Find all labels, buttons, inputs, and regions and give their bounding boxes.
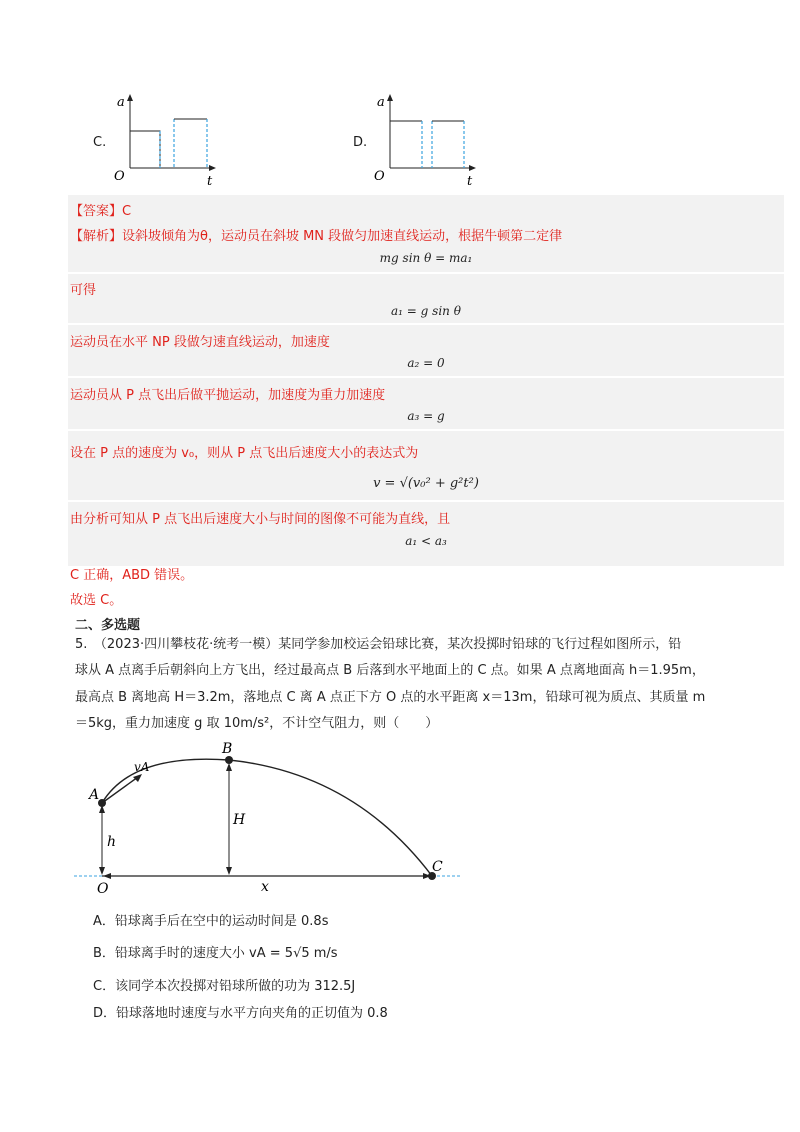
graph-d-origin: O xyxy=(374,169,385,184)
formula-6: a₁ < a₃ xyxy=(405,534,447,548)
label-a: A xyxy=(89,787,100,803)
question-line-4: ＝5kg，重力加速度 g 取 10m/s²，不计空气阻力，则（ ） xyxy=(75,716,439,731)
label-h-small: h xyxy=(107,834,117,850)
analysis-line-5: 设在 P 点的速度为 v₀，则从 P 点飞出后速度大小的表达式为 xyxy=(70,446,419,461)
answer-text: 【答案】C xyxy=(70,204,132,219)
answer-band xyxy=(68,195,784,223)
graph-c-axis-x: t xyxy=(207,174,213,189)
divider xyxy=(68,272,784,274)
divider xyxy=(68,500,784,502)
graph-d-axis-x: t xyxy=(467,174,473,189)
graph-c-svg xyxy=(90,90,220,190)
option-b: B．铅球离手时的速度大小 vA = 5√5 m/s xyxy=(93,946,338,961)
question-line-1: 5. （2023·四川攀枝花·统考一模）某同学参加校运会铅球比赛，某次投掷时铅球的飞行过程如图所示，铅 xyxy=(75,637,682,652)
analysis-line-3: 运动员在水平 NP 段做匀速直线运动，加速度 xyxy=(70,335,330,350)
question-line-3: 最高点 B 离地高 H＝3.2m，落地点 C 离 A 点正下方 O 点的水平距离 x＝13m，铅球可视为质点、其质量 m xyxy=(75,690,706,705)
analysis-line-7: C 正确，ABD 错误。 xyxy=(70,568,194,583)
trajectory-figure xyxy=(72,735,472,900)
label-x: x xyxy=(261,879,269,895)
formula-5: v = √(v₀² + g²t²) xyxy=(373,476,479,491)
analysis-line-6: 由分析可知从 P 点飞出后速度大小与时间的图像不可能为直线，且 xyxy=(70,512,451,527)
graph-c-axis-y: a xyxy=(117,95,125,110)
graph-option-c xyxy=(90,90,220,190)
graph-d-axis-y: a xyxy=(377,95,385,110)
option-c: C．该同学本次投掷对铅球所做的功为 312.5J xyxy=(93,979,356,994)
graph-d-svg xyxy=(350,90,480,190)
analysis-line-1: 【解析】设斜坡倾角为θ，运动员在斜坡 MN 段做匀加速直线运动，根据牛顿第二定律 xyxy=(70,229,563,244)
divider xyxy=(68,376,784,378)
formula-4: a₃ = g xyxy=(407,409,445,423)
formula-3: a₂ = 0 xyxy=(407,356,445,370)
formula-2: a₁ = g sin θ xyxy=(391,304,461,318)
option-d: D．铅球落地时速度与水平方向夹角的正切值为 0.8 xyxy=(93,1006,388,1021)
label-h-big: H xyxy=(233,812,246,828)
option-d-label: D. xyxy=(353,135,368,150)
formula-1: mg sin θ = ma₁ xyxy=(379,251,473,265)
analysis-line-8: 故选 C。 xyxy=(70,593,123,608)
divider xyxy=(68,429,784,431)
label-b: B xyxy=(222,741,233,757)
section-title: 二、多选题 xyxy=(75,618,141,633)
label-va: vA xyxy=(134,760,150,774)
analysis-line-4: 运动员从 P 点飞出后做平抛运动，加速度为重力加速度 xyxy=(70,388,386,403)
analysis-line-2: 可得 xyxy=(70,283,97,298)
graph-c-origin: O xyxy=(114,169,125,184)
question-line-2: 球从 A 点离手后朝斜向上方飞出，经过最高点 B 后落到水平地面上的 C 点。如果 A 点离地面高 h＝1.95m， xyxy=(75,663,705,678)
divider xyxy=(68,323,784,325)
option-c-label: C. xyxy=(93,135,107,150)
graph-option-d xyxy=(350,90,480,190)
label-o: O xyxy=(97,881,109,897)
option-a: A．铅球离手后在空中的运动时间是 0.8s xyxy=(93,914,329,929)
label-c: C xyxy=(432,859,443,875)
